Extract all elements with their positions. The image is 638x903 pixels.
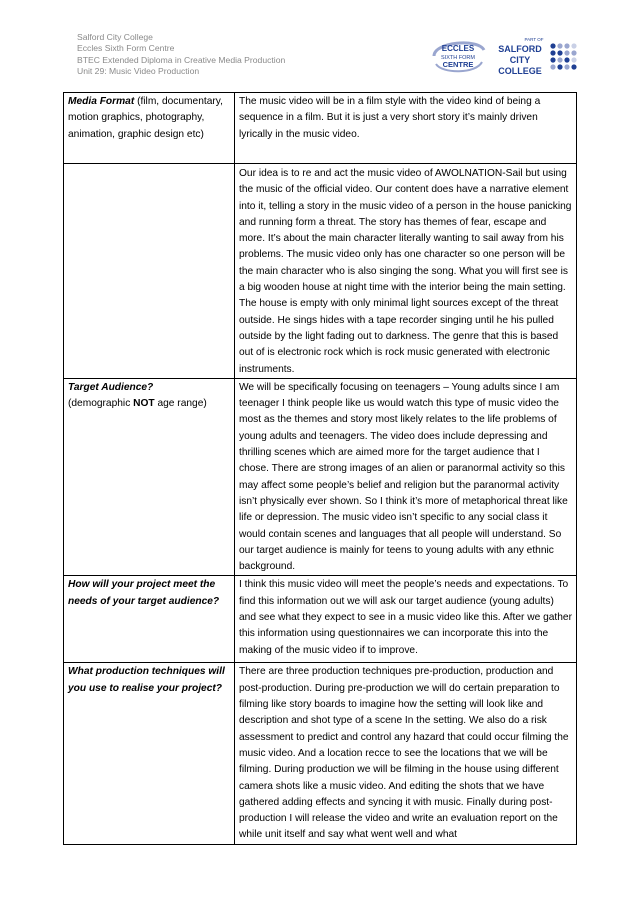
eccles-logo-word: ECCLES: [441, 44, 475, 53]
idea-answer-cell: [235, 164, 577, 379]
header-course: BTEC Extended Diploma in Creative Media Production: [77, 54, 286, 65]
target-audience-label: Target Audience?: [68, 381, 154, 393]
table-row: [64, 93, 577, 164]
header-unit: Unit 29: Music Video Production: [77, 66, 200, 77]
table-row: [64, 164, 577, 379]
media-format-answer-cell: [235, 93, 577, 164]
techniques-label: What production techniques will you use to realise your project?: [68, 666, 225, 694]
table-row: [64, 663, 577, 844]
media-format-examples: (film, documentary, motion graphics, photography, animation, graphic design etc): [68, 96, 223, 140]
idea-answer: Our idea is to re and act the music video of AWOLNATION-Sail but using the music of the official video. Our content does have a narrative element into it, telling a story in the music video of a person in the house panicking and running form a threat. The story has themes of fear, escape and more. It’s about the main character literally wanting to sail away from his problems. The music video only has one character so one person will be the main character who is also singing the song. What you will first see is a big wooden house at night time with the interior being the main setting. The house is empty with only minimal light sources except of the threat outside. He sings hides with a tape recorder singing until he his pulled outside by the light fading out to darkness. The genre that this is based out of is electronic rock which is rock music generated with electronic instruments.: [239, 168, 572, 375]
needs-answer-cell: [235, 576, 577, 663]
logos: [428, 34, 578, 82]
needs-label: How will your project meet the needs of your target audience?: [68, 579, 220, 607]
needs-label-cell: [64, 576, 235, 663]
salford-city-college-logo: [490, 34, 578, 80]
needs-answer: I think this music video will meet the people’s needs and expectations. To find this information out we will ask our target audience (young adults) and see what they expect to see in a music video like this. After we gather this information using questionnaires we can incorporate this into the making of the music video if to improve.: [239, 579, 572, 656]
table-row: [64, 576, 577, 663]
dot-grid-icon: [550, 43, 576, 69]
media-format-label-cell: [64, 93, 235, 164]
target-audience-paren-open: (demographic: [68, 398, 134, 410]
project-proposal-table: [63, 92, 577, 845]
eccles-logo-sixth-form: SIXTH FORM: [441, 55, 475, 61]
target-audience-paren-close: age range): [154, 398, 207, 410]
salford-logo-city: CITY: [509, 55, 531, 65]
eccles-centre-logo: [428, 36, 488, 76]
media-format-label: Media Format: [68, 96, 135, 107]
techniques-label-cell: [64, 663, 235, 844]
salford-logo-college: COLLEGE: [498, 66, 542, 76]
techniques-answer-cell: [235, 663, 577, 844]
eccles-logo-centre: CENTRE: [442, 60, 474, 69]
header-centre: Eccles Sixth Form Centre: [77, 43, 175, 54]
target-audience-answer: We will be specifically focusing on teenagers – Young adults since I am teenager I think people like us would watch this type of music video the most as the themes and story most likely relates to the life problems of young adults and teenagers. The video does include depressing and thrilling scenes which are aimed more for the target audience that I chose. There are strong images of an alien or paranormal activity so this may affect some people’s belief and religion but the paranormal activity isn’t physically ever shown. So I think it’s more of metaphorical threat like life or depression. The music video isn’t specific to any social class it would contain scenes and languages that all people will understand. So our target audience is mainly for teens to young adults with any ethnic background.: [239, 381, 568, 573]
target-audience-answer-cell: [235, 378, 577, 576]
target-audience-not: NOT: [133, 398, 155, 410]
salford-logo-word: SALFORD: [498, 44, 542, 54]
salford-logo-part-of: PART OF: [524, 37, 544, 42]
table-row: [64, 378, 577, 576]
idea-label-cell: [64, 164, 235, 379]
header-college: Salford City College: [77, 32, 153, 42]
techniques-answer: There are three production techniques pre-production, production and post-production. During pre-production we will do certain preparation to filming like story boards to imagine how the setting will look like and description and shot type of a scene In the setting. We also do a risk assessment to predict and control any hazard that could occur filming the music video. And a location recce to see the locations that we will be filming. During production we will be filming in the house using different camera shots like a music video. And editing the shots that we have gathered adding effects and syncing it with music. Finally during post-production I will release the video and write an evaluation report on the while unit itself and say what went well and what: [239, 666, 569, 841]
target-audience-label-cell: [64, 378, 235, 576]
document-header: [77, 32, 285, 78]
media-format-answer: The music video will be in a film style with the video kind of being a sequence in a film. But it is just a very short story it’s mainly driven lyrically in the music video.: [239, 96, 541, 140]
